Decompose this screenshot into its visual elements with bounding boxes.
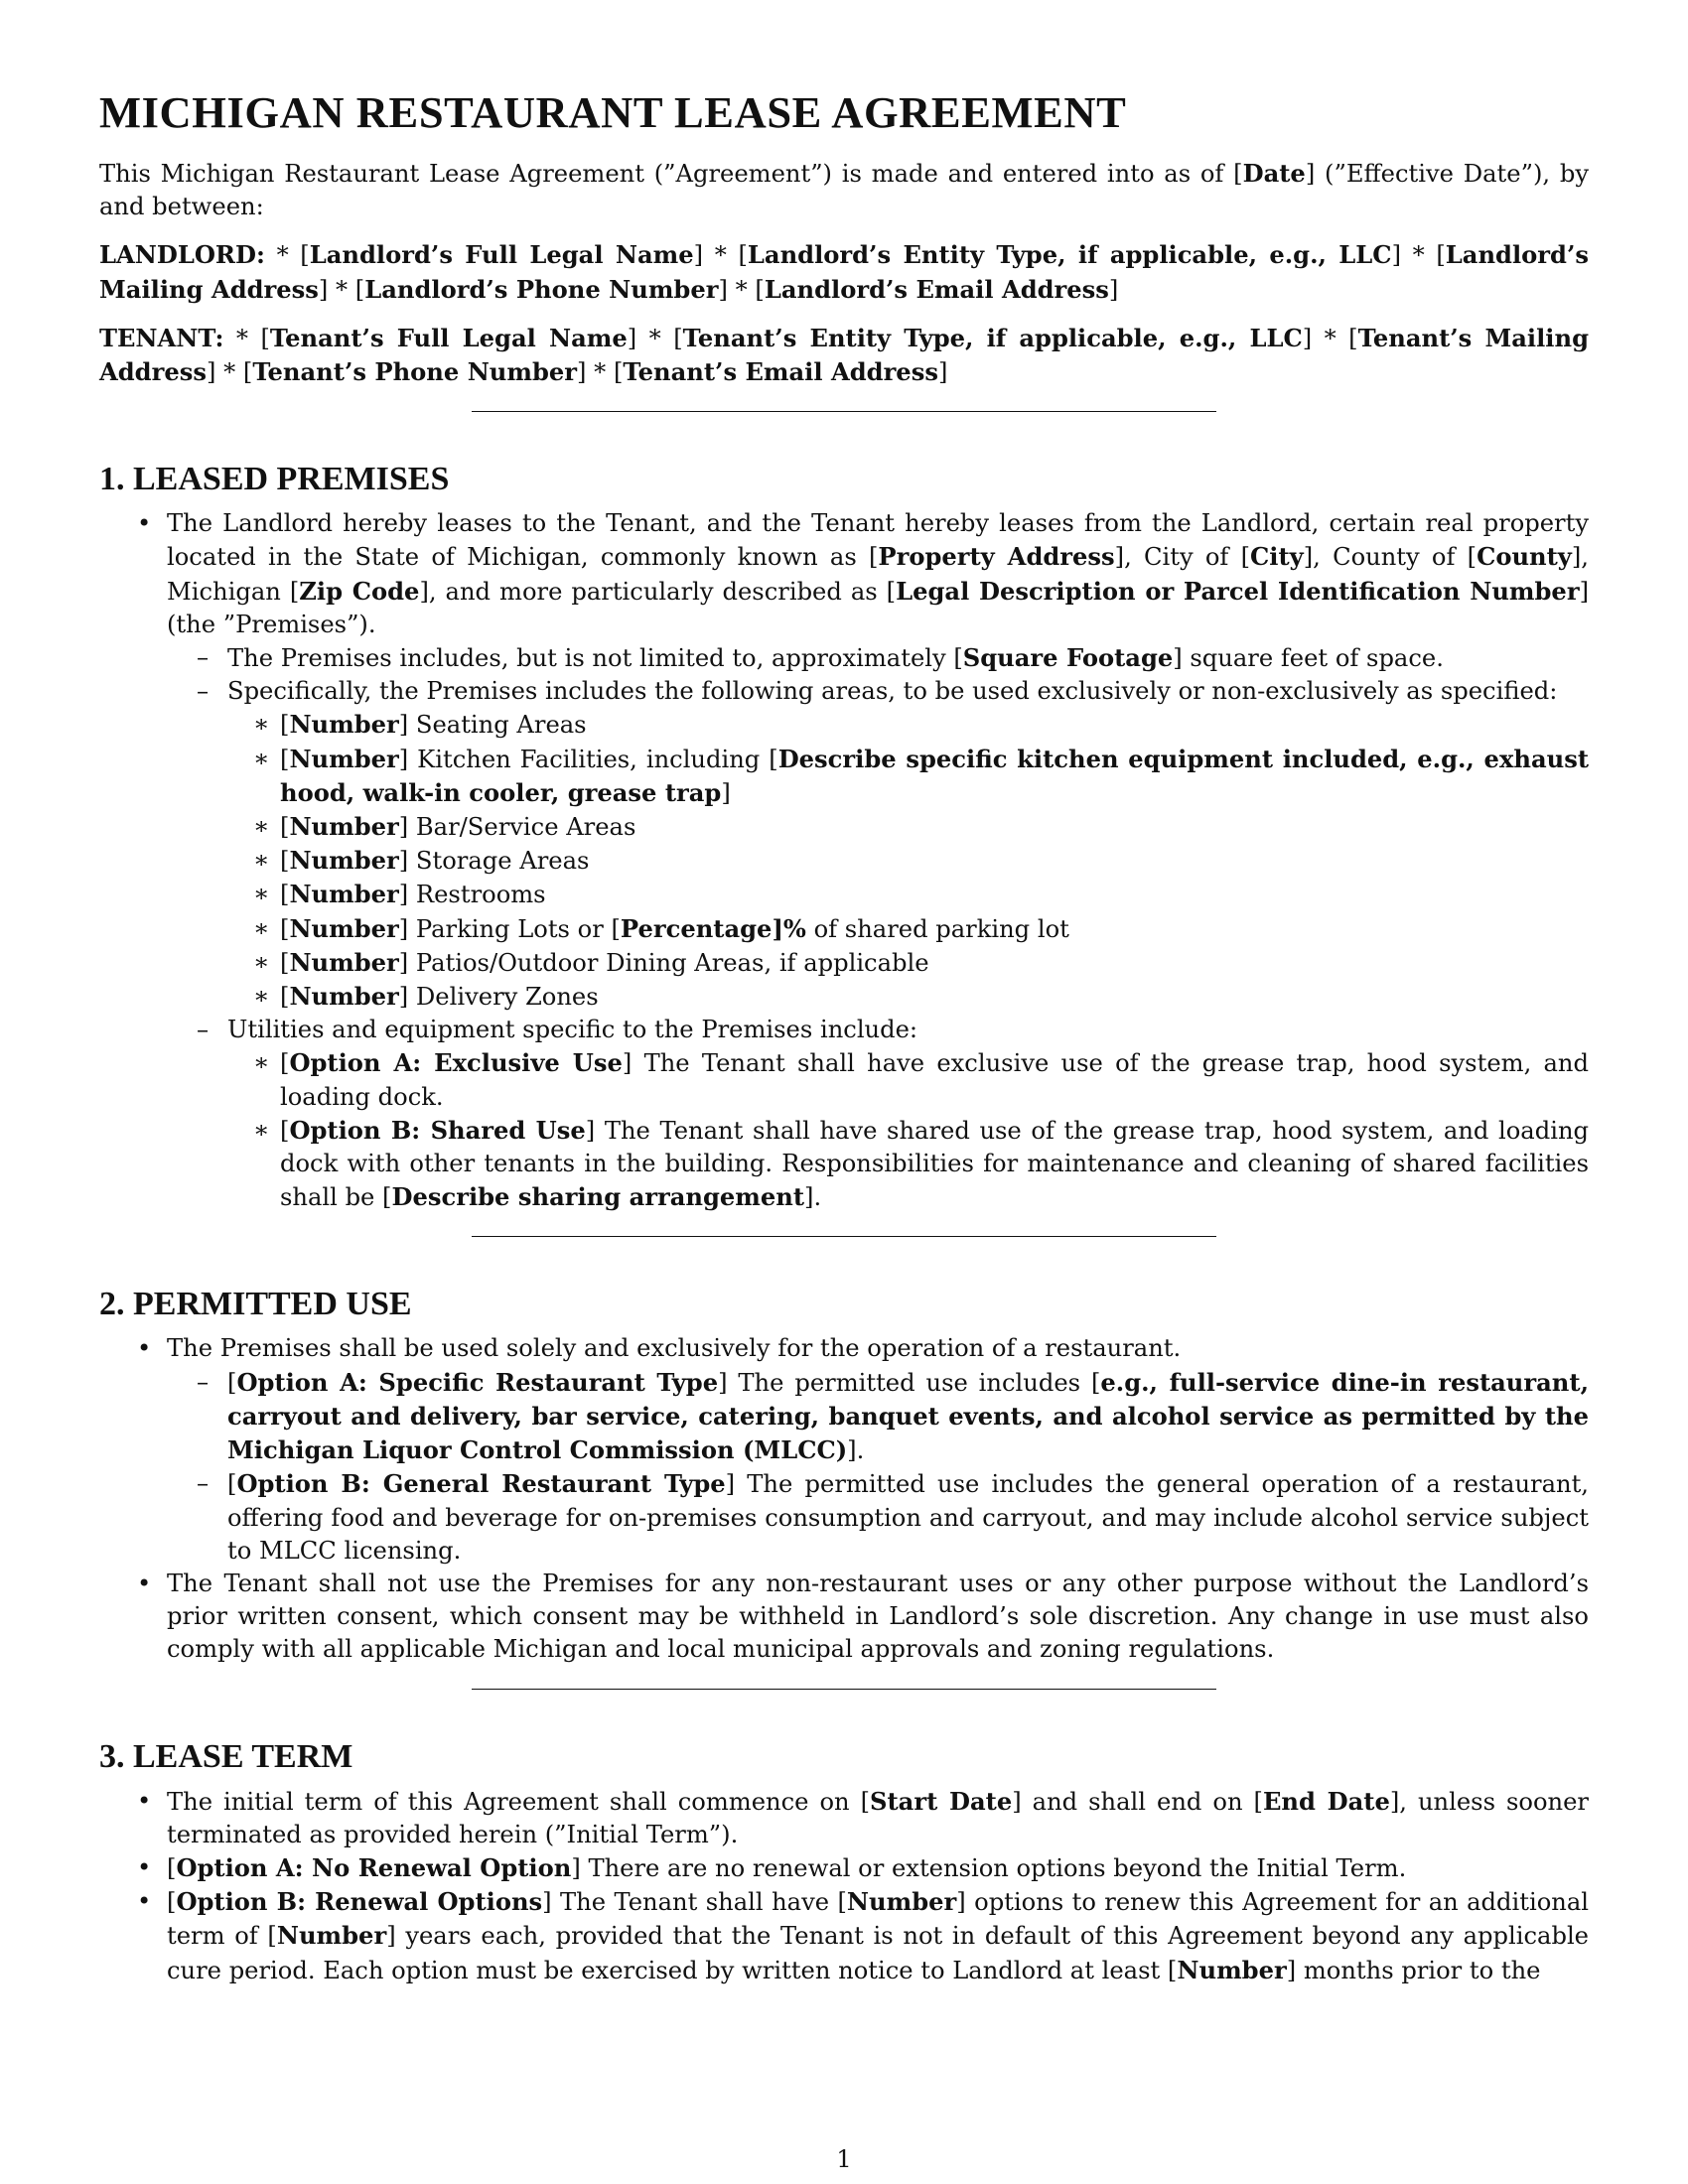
sub-list xyxy=(167,1366,1589,1568)
list-item: ∗ [Option B: Shared Use] The Tenant shall have shared use of the grease trap, hood system, and loading dock with other tenants in the building. Responsibilities for maintenance and cleaning of shared facilities shall be [Describe sharing arrangement]. xyxy=(227,1114,1589,1215)
list-item: • The Landlord hereby leases to the Tenant, and the Tenant hereby leases from the Landlord, certain real property located in the State of Michigan, commonly known as [Property Address], City of [City], County of [County], Michigan [Zip Code], and more particularly described as [Legal Description or Parcel Identification Number] (the ”Premises”). – The Premises includes, but is not limited to, approximately [Square Footage] square feet of space. – Specifically, the Premises includes the following areas, to be used exclusively or non-exclusively as specified: ∗ [Number] Seating Areas ∗ [Number] Kitchen Facilities, including [Describe specific kitchen equipment included, e.g., exhaust hood, walk-in cooler, grease trap] ∗ [Number] Bar/Service Areas ∗ [Number] Storage Areas ∗ [Number] Restrooms ∗ [Number] Parking Lots or [Percentage]% of shared parking lot ∗ [Number] Patios/Outdoor Dining Areas, if applicable ∗ [Number] Delivery Zones – Utilities and equipment specific to the Premises include: ∗ [Option A: Exclusive Use] The Tenant shall have exclusive use of the grease trap, hood system, and loading dock. ∗ [Option B: Shared Use] The Tenant shall have shared use of the grease trap, hood system, and loading dock with other tenants in the building. Responsibilities for maintenance and cleaning of shared facilities shall be [Describe sharing arrangement]. xyxy=(99,507,1589,1214)
sub-list xyxy=(167,641,1589,1214)
list-item: ∗ [Option A: Exclusive Use] The Tenant shall have exclusive use of the grease trap, hood system, and loading dock. xyxy=(227,1046,1589,1113)
intro-paragraph: This Michigan Restaurant Lease Agreement (”Agreement”) is made and entered into as of [Date] (”Effective Date”), by and between: xyxy=(99,159,1589,221)
section-1-list xyxy=(99,507,1589,1214)
section-heading-lease-term: 3. LEASE TERM xyxy=(99,1737,353,1775)
list-item: • The Tenant shall not use the Premises for any non-restaurant uses or any other purpose without the Landlord’s prior written consent, which consent may be withheld in Landlord’s sole discretion. Any change in use must also comply with all applicable Michigan and local municipal approvals and zoning regulations. xyxy=(99,1568,1589,1667)
list-item: ∗ [Number] Kitchen Facilities, including [Describe specific kitchen equipment included, e.g., exhaust hood, walk-in cooler, grease trap] xyxy=(227,743,1589,810)
section-2-list xyxy=(99,1332,1589,1666)
list-item: ∗ [Number] Parking Lots or [Percentage]% of shared parking lot xyxy=(227,912,1589,946)
list-item: – Utilities and equipment specific to the Premises include: ∗ [Option A: Exclusive Use] The Tenant shall have exclusive use of the grease trap, hood system, and loading dock. ∗ [Option B: Shared Use] The Tenant shall have shared use of the grease trap, hood system, and loading dock with other tenants in the building. Responsibilities for maintenance and cleaning of shared facilities shall be [Describe sharing arrangement]. xyxy=(167,1014,1589,1214)
list-item: ∗ [Number] Delivery Zones xyxy=(227,980,1589,1014)
utilities-list xyxy=(227,1046,1589,1214)
page-number: 1 xyxy=(836,2145,852,2173)
section-heading-permitted-use: 2. PERMITTED USE xyxy=(99,1286,412,1323)
section-divider xyxy=(472,1236,1216,1237)
list-item: – [Option B: General Restaurant Type] The permitted use includes the general operation of a restaurant, offering food and beverage for on-premises consumption and carryout, and may include alcohol service subject to MLCC licensing. xyxy=(167,1467,1589,1568)
list-item: – [Option A: Specific Restaurant Type] The permitted use includes [e.g., full-service dine-in restaurant, carryout and delivery, bar service, catering, banquet events, and alcohol service as permitted by the Michigan Liquor Control Commission (MLCC)]. xyxy=(167,1366,1589,1468)
document-page xyxy=(99,87,1589,1987)
landlord-block: LANDLORD: * [Landlord’s Full Legal Name] * [Landlord’s Entity Type, if applicable, e.g., LLC] * [Landlord’s Mailing Address] * [Landlord’s Phone Number] * [Landlord’s Email Address] xyxy=(99,240,1589,304)
list-item: • [Option A: No Renewal Option] There are no renewal or extension options beyond the Initial Term. xyxy=(99,1851,1589,1885)
list-item: – The Premises includes, but is not limited to, approximately [Square Footage] square feet of space. xyxy=(167,641,1589,675)
list-item: ∗ [Number] Seating Areas xyxy=(227,708,1589,742)
document-title: MICHIGAN RESTAURANT LEASE AGREEMENT xyxy=(99,87,1127,137)
list-item: ∗ [Number] Patios/Outdoor Dining Areas, if applicable xyxy=(227,946,1589,980)
list-item: ∗ [Number] Storage Areas xyxy=(227,844,1589,878)
list-item: ∗ [Number] Restrooms xyxy=(227,878,1589,911)
list-item: • The Premises shall be used solely and exclusively for the operation of a restaurant. – [Option A: Specific Restaurant Type] The permitted use includes [e.g., full-service dine-in restaurant, carryout and delivery, bar service, catering, banquet events, and alcohol service as permitted by the Michigan Liquor Control Commission (MLCC)]. – [Option B: General Restaurant Type] The permitted use includes the general operation of a restaurant, offering food and beverage for on-premises consumption and carryout, and may include alcohol service subject to MLCC licensing. xyxy=(99,1332,1589,1567)
list-item: – Specifically, the Premises includes the following areas, to be used exclusively or non-exclusively as specified: ∗ [Number] Seating Areas ∗ [Number] Kitchen Facilities, including [Describe specific kitchen equipment included, e.g., exhaust hood, walk-in cooler, grease trap] ∗ [Number] Bar/Service Areas ∗ [Number] Storage Areas ∗ [Number] Restrooms ∗ [Number] Parking Lots or [Percentage]% of shared parking lot ∗ [Number] Patios/Outdoor Dining Areas, if applicable ∗ [Number] Delivery Zones xyxy=(167,675,1589,1014)
list-item: • [Option B: Renewal Options] The Tenant shall have [Number] options to renew this Agreement for an additional term of [Number] years each, provided that the Tenant is not in default of this Agreement beyond any applicable cure period. Each option must be exercised by written notice to Landlord at least [Number] months prior to the xyxy=(99,1885,1589,1987)
areas-list xyxy=(227,708,1589,1014)
tenant-block: TENANT: * [Tenant’s Full Legal Name] * [Tenant’s Entity Type, if applicable, e.g., LLC] * [Tenant’s Mailing Address] * [Tenant’s Phone Number] * [Tenant’s Email Address] xyxy=(99,323,1589,387)
section-heading-leased-premises: 1. LEASED PREMISES xyxy=(99,461,450,498)
section-3-list xyxy=(99,1785,1589,1987)
list-item: • The initial term of this Agreement shall commence on [Start Date] and shall end on [End Date], unless sooner terminated as provided herein (”Initial Term”). xyxy=(99,1785,1589,1851)
list-item: ∗ [Number] Bar/Service Areas xyxy=(227,810,1589,844)
section-divider xyxy=(472,411,1216,412)
section-divider xyxy=(472,1689,1216,1690)
